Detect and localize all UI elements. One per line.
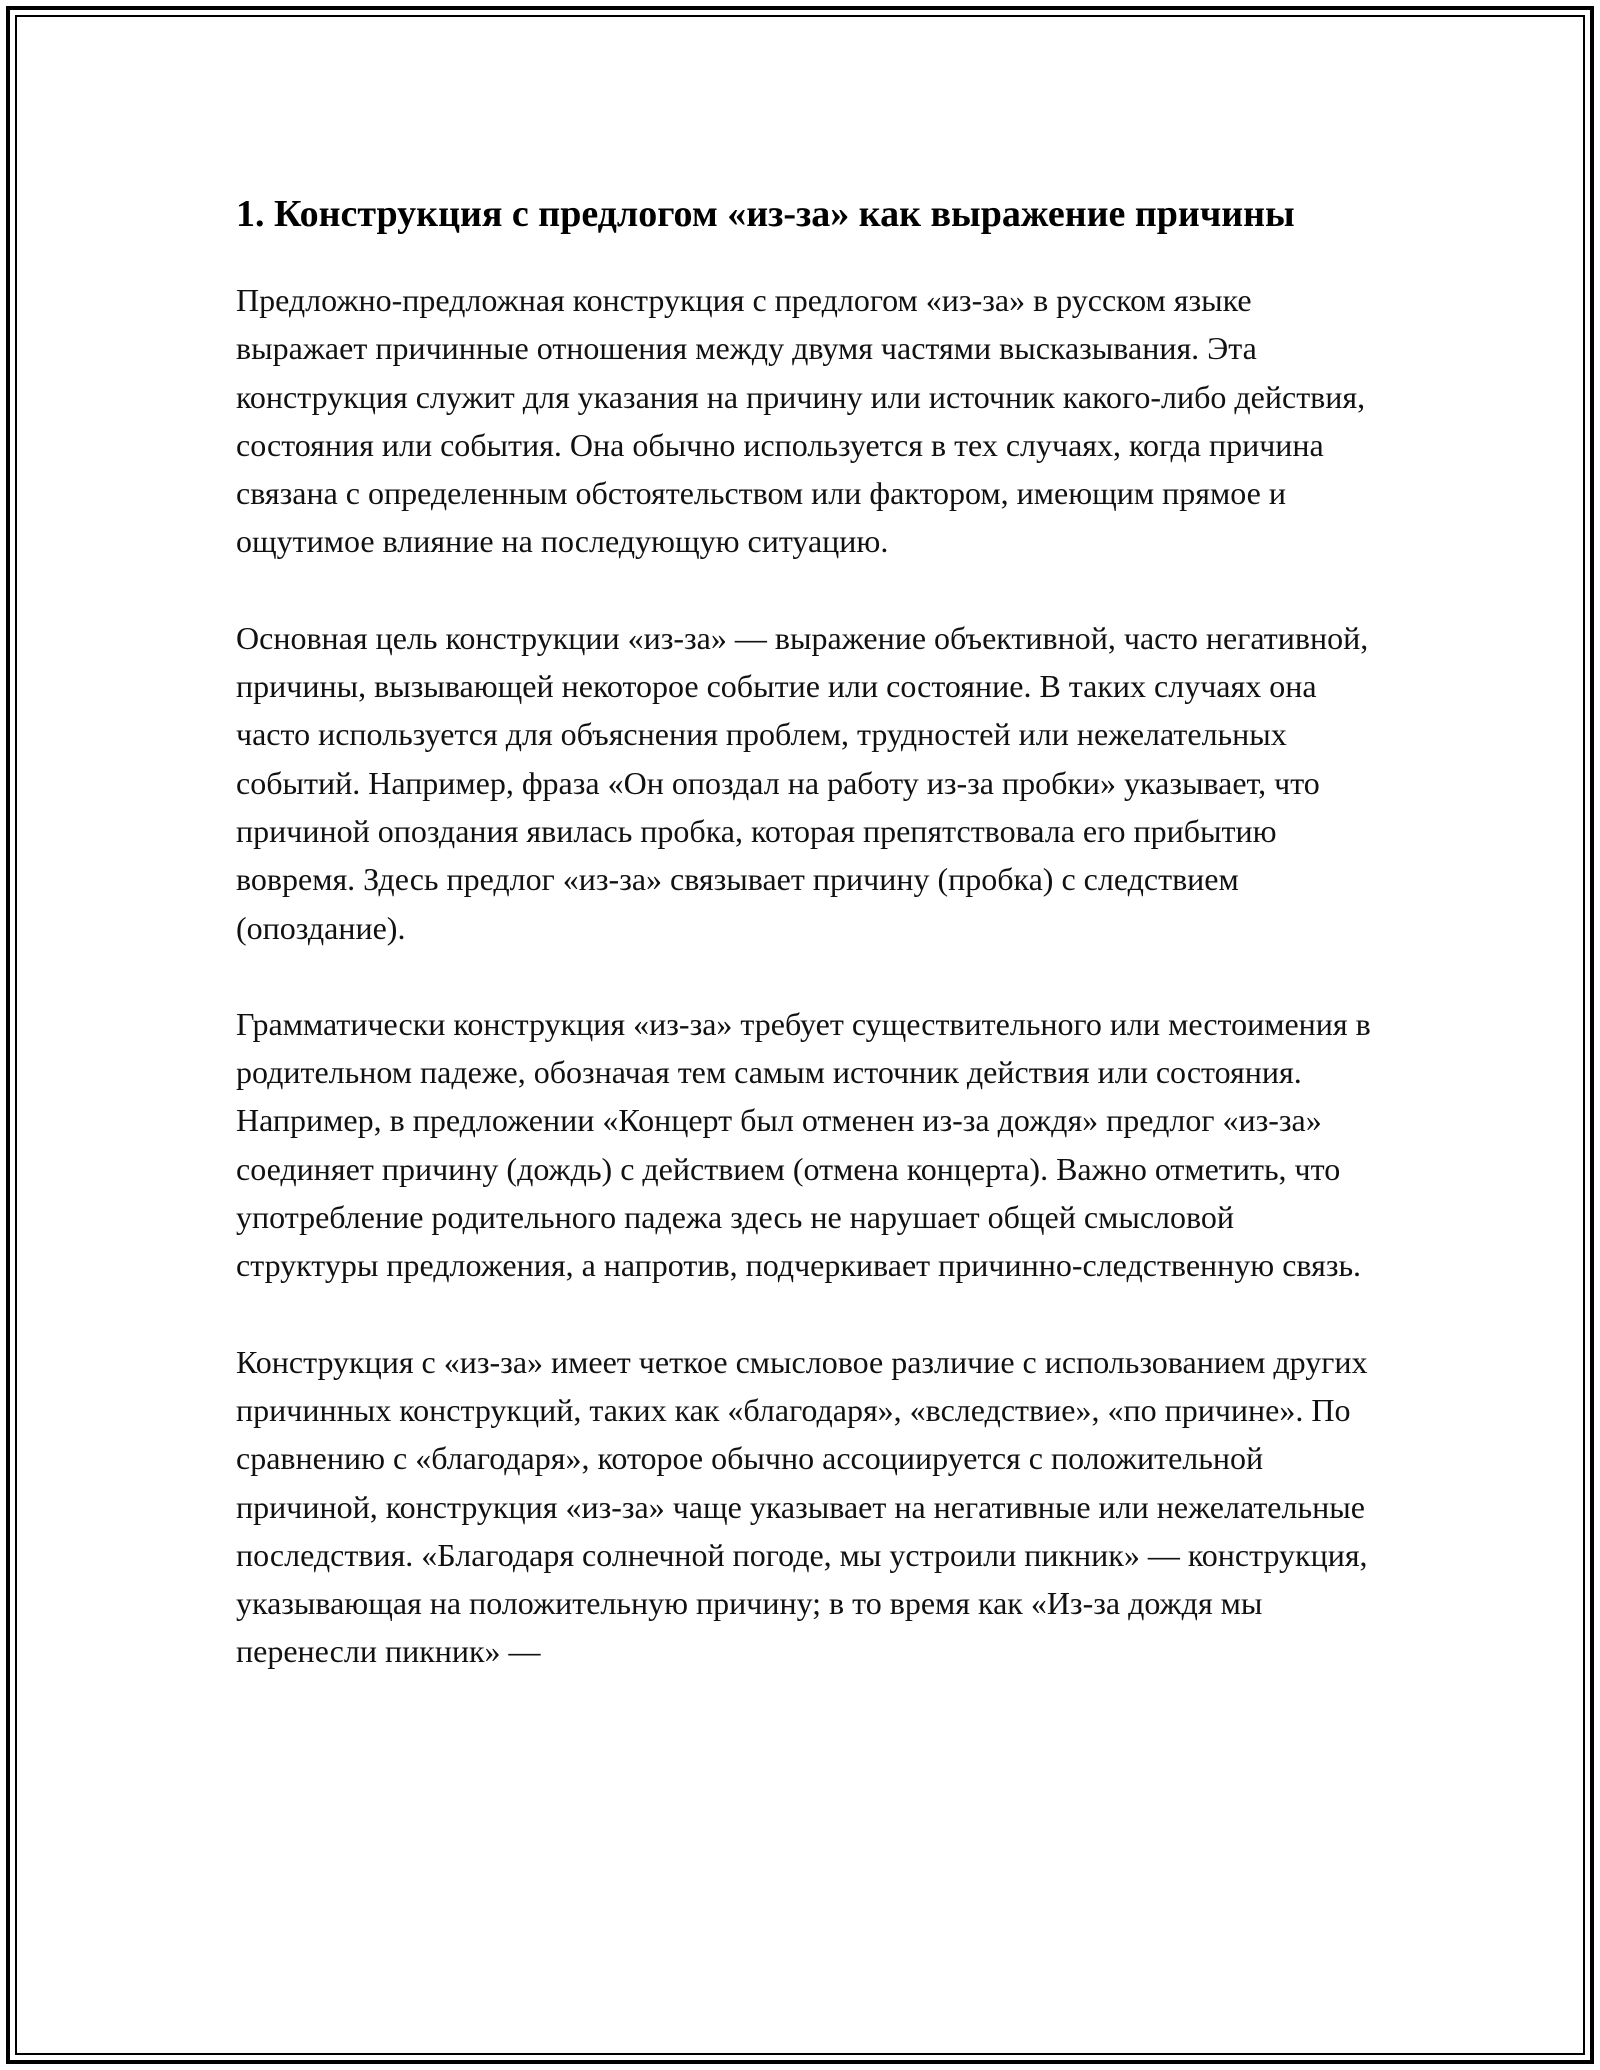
document-body (236, 186, 1376, 1676)
paragraph-2: Основная цель конструкции «из-за» — выражение объективной, часто негативной, причины, вызывающей некоторое событие или состояние. В таких случаях она часто используется для объяснения проблем, трудностей или нежелательных событий. Например, фраза «Он опоздал на работу из-за пробки» указывает, что причиной опоздания явилась пробка, которая препятствовала его прибытию вовремя. Здесь предлог «из-за» связывает причину (пробка) с следствием (опоздание). (236, 619, 1369, 946)
paragraph-1: Предложно-предложная конструкция с предлогом «из-за» в русском языке выражает причинные отношения между двумя частями высказывания. Эта конструкция служит для указания на причину или источник какого-либо действия, состояния или события. Она обычно используется в тех случаях, когда причина связана с определенным обстоятельством или фактором, имеющим прямое и ощутимое влияние на последующую ситуацию. (236, 282, 1366, 560)
paragraph-3: Грамматически конструкция «из-за» требует существительного или местоимения в родительном падеже, обозначая тем самым источник действия или состояния. Например, в предложении «Концерт был отменен из-за дождя» предлог «из-за» соединяет причину (дождь) с действием (отмена концерта). Важно отметить, что употребление родительного падежа здесь не нарушает общей смысловой структуры предложения, а напротив, подчеркивает причинно-следственную связь. (236, 1005, 1371, 1284)
section-heading: 1. Конструкция с предлогом «из-за» как выражение причины (236, 193, 1295, 235)
paragraph-4: Конструкция с «из-за» имеет четкое смысловое различие с использованием других причинных конструкций, таких как «благодаря», «вследствие», «по причине». По сравнению с «благодаря», которое обычно ассоциируется с положительной причиной, конструкция «из-за» чаще указывает на негативные или нежелательные последствия. «Благодаря солнечной погоде, мы устроили пикник» — конструкция, указывающая на положительную причину; в то время как «Из-за дождя мы перенесли пикник» — (236, 1343, 1368, 1670)
